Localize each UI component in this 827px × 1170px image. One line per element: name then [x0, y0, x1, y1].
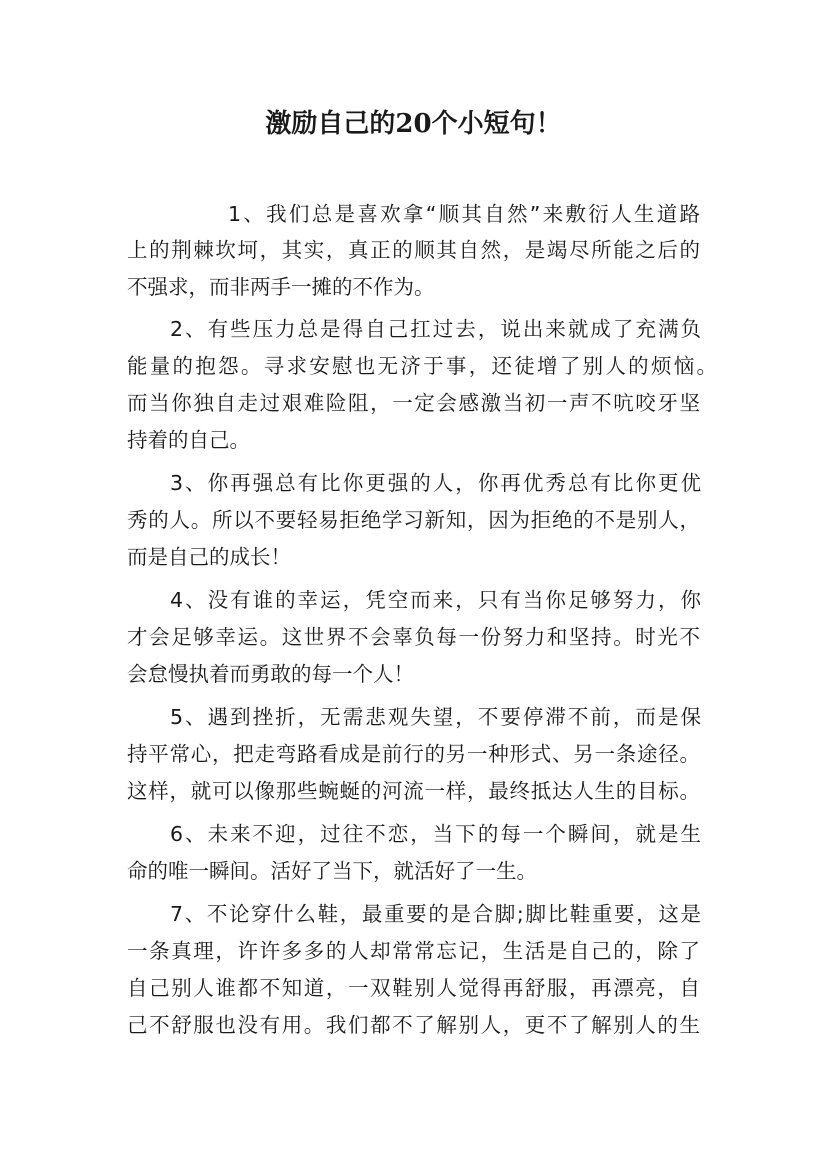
paragraph-7-line-4: 己不舒服也没有用。我们都不了解别人，更不了解别人的生	[127, 1013, 700, 1037]
paragraph-5-line-2: 持平常心，把走弯路看成是前行的另一种形式、另一条途径。	[127, 742, 700, 766]
paragraph-5-line-3: 这样，就可以像那些蜿蜒的河流一样，最终抵达人生的目标。	[127, 779, 700, 803]
paragraph-1-line-1: 1、我们总是喜欢拿“顺其自然”来敷衍人生道路	[228, 202, 700, 226]
paragraph-1-line-3: 不强求，而非两手一摊的不作为。	[127, 275, 435, 299]
paragraph-2-line-3: 而当你独自走过艰难险阻，一定会感激当初一声不吭咬牙坚	[127, 391, 700, 415]
paragraph-5-line-1: 5、遇到挫折，无需悲观失望，不要停滞不前，而是保	[170, 705, 701, 729]
paragraph-3-line-2: 秀的人。所以不要轻易拒绝学习新知，因为拒绝的不是别人，	[127, 508, 700, 532]
paragraph-7-line-3: 自己别人谁都不知道，一双鞋别人觉得再舒服，再漂亮，自	[127, 976, 700, 1000]
paragraph-3-line-1: 3、你再强总有比你更强的人，你再优秀总有比你更优	[170, 471, 701, 495]
paragraph-6-line-2: 命的唯一瞬间。活好了当下，就活好了一生。	[127, 859, 537, 883]
document-title: 激励自己的20个小短句！	[265, 109, 562, 139]
paragraph-4-line-2: 才会足够幸运。这世界不会辜负每一份努力和坚持。时光不	[127, 625, 700, 649]
paragraph-2-line-1: 2、有些压力总是得自己扛过去，说出来就成了充满负	[170, 317, 701, 341]
paragraph-7-line-1: 7、不论穿什么鞋，最重要的是合脚;脚比鞋重要，这是	[170, 902, 701, 926]
paragraph-3-line-3: 而是自己的成长！	[127, 545, 291, 569]
paragraph-4-line-1: 4、没有谁的幸运，凭空而来，只有当你足够努力，你	[170, 588, 701, 612]
paragraph-1-line-2: 上的荆棘坎坷，其实，真正的顺其自然，是竭尽所能之后的	[127, 238, 700, 262]
paragraph-2-line-2: 能量的抱怨。寻求安慰也无济于事，还徒增了别人的烦恼。	[127, 354, 717, 378]
paragraph-2-line-4: 持着的自己。	[127, 428, 250, 452]
paragraph-6-line-1: 6、未来不迎，过往不恋，当下的每一个瞬间，就是生	[170, 822, 701, 846]
paragraph-7-line-2: 一条真理，许许多多的人却常常忘记，生活是自己的，除了	[127, 939, 700, 963]
paragraph-4-line-3: 会怠慢执着而勇敢的每一个人！	[127, 662, 414, 686]
